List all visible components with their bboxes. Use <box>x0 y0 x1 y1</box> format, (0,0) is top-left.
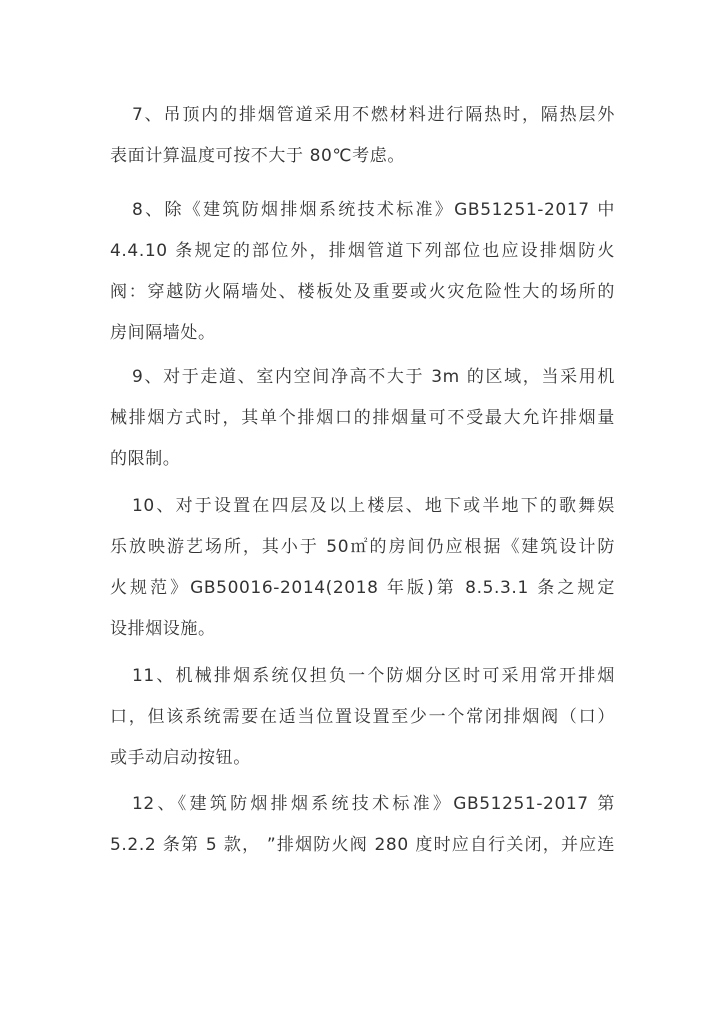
paragraph-line: 7、吊顶内的排烟管道采用不燃材料进行隔热时，隔热层外 <box>132 105 615 125</box>
paragraph-line: 乐放映游艺场所，其小于 50㎡的房间仍应根据《建筑设计防 <box>110 537 615 557</box>
paragraph-line: 5.2.2 条第 5 款， ”排烟防火阀 280 度时应自行关闭，并应连 <box>110 835 615 855</box>
paragraph-line: 4.4.10 条规定的部位外，排烟管道下列部位也应设排烟防火 <box>110 241 615 261</box>
paragraph-line: 8、除《建筑防烟排烟系统技术标准》GB51251-2017 中 <box>132 200 615 220</box>
paragraph-line: 口，但该系统需要在适当位置设置至少一个常闭排烟阀（口） <box>110 707 615 727</box>
paragraph-item-8 <box>110 190 615 354</box>
paragraph-item-10 <box>110 486 615 650</box>
paragraph-line: 设排烟设施。 <box>110 619 216 639</box>
paragraph-line: 或手动启动按钮。 <box>110 748 251 768</box>
paragraph-line: 12、《建筑防烟排烟系统技术标准》GB51251-2017 第 <box>132 794 615 814</box>
paragraph-line: 火规范》GB50016-2014(2018 年版)第 8.5.3.1 条之规定 <box>110 578 615 598</box>
paragraph-item-7 <box>110 95 615 177</box>
paragraph-line: 械排烟方式时，其单个排烟口的排烟量可不受最大允许排烟量 <box>110 408 615 428</box>
paragraph-item-9 <box>110 357 615 480</box>
paragraph-line: 9、对于走道、室内空间净高不大于 3m 的区域，当采用机 <box>132 367 615 387</box>
paragraph-line: 11、机械排烟系统仅担负一个防烟分区时可采用常开排烟 <box>132 666 615 686</box>
paragraph-line: 10、对于设置在四层及以上楼层、地下或半地下的歌舞娱 <box>132 496 615 516</box>
paragraph-line: 房间隔墙处。 <box>110 323 216 343</box>
paragraph-item-11 <box>110 656 615 779</box>
paragraph-line: 表面计算温度可按不大于 80℃考虑。 <box>110 146 405 166</box>
paragraph-line: 阀：穿越防火隔墙处、楼板处及重要或火灾危险性大的场所的 <box>110 282 615 302</box>
paragraph-item-12 <box>110 784 615 866</box>
paragraph-line: 的限制。 <box>110 449 181 469</box>
